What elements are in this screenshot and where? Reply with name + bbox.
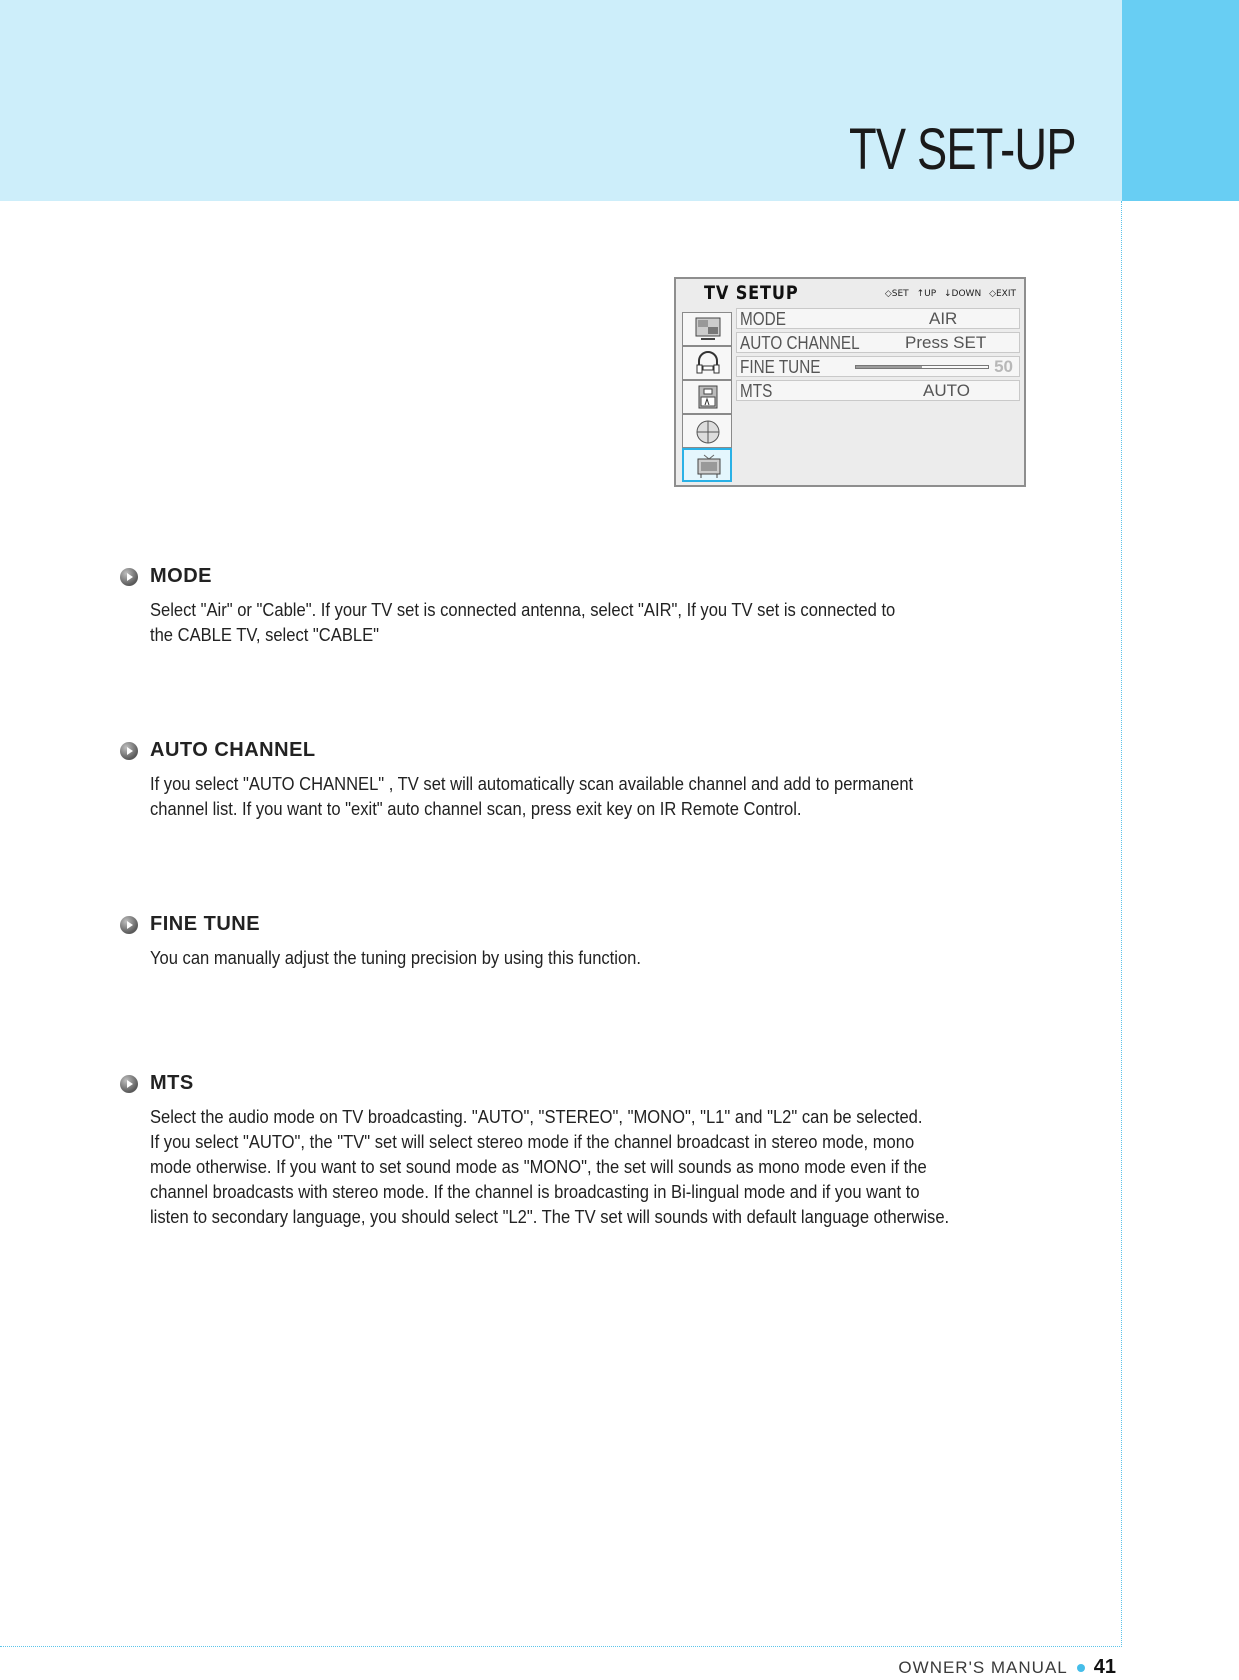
header-tab (1122, 0, 1239, 201)
bullet-arrow-icon (120, 568, 138, 586)
section-body (150, 598, 960, 648)
osd-row-value: AIR (929, 309, 958, 328)
body-line: mode otherwise. If you want to set sound mode as "MONO", the set will sounds as mono mode even if the (150, 1157, 927, 1177)
globe-icon (695, 418, 723, 446)
osd-row-value: Press SET (905, 333, 987, 352)
bottom-margin-line (0, 1646, 1122, 1647)
section-title: MODE (150, 565, 212, 587)
picture-menu-icon[interactable] (682, 312, 732, 346)
osd-row-label: AUTO CHANNEL (740, 333, 860, 353)
osd-key-up: ↑UP (916, 289, 937, 299)
tv-icon (696, 453, 722, 481)
section-title: FINE TUNE (150, 913, 261, 935)
setup-menu-icon[interactable] (682, 414, 732, 448)
bullet-arrow-icon (120, 916, 138, 934)
osd-key-down: ↓DOWN (944, 289, 982, 299)
osd-row-label: MODE (740, 309, 786, 329)
body-line: channel broadcasts with stereo mode. If the channel is broadcasting in Bi-lingual mode and if you want to (150, 1182, 920, 1202)
tv-setup-menu-icon[interactable] (682, 448, 732, 482)
osd-row-mode[interactable] (736, 308, 1020, 329)
page-footer (898, 1656, 1116, 1679)
osd-row-auto-channel[interactable] (736, 332, 1020, 353)
body-line: channel list. If you want to "exit" auto channel scan, press exit key on IR Remote Control. (150, 799, 802, 819)
page-number: 41 (1093, 1656, 1116, 1678)
bullet-arrow-icon (120, 1075, 138, 1093)
sound-menu-icon[interactable] (682, 346, 732, 380)
osd-row-label: MTS (740, 381, 773, 401)
fine-tune-slider[interactable] (855, 365, 989, 369)
osd-row-fine-tune[interactable] (736, 356, 1020, 377)
footer-dot-icon (1077, 1664, 1085, 1672)
page-title: TV SET-UP (849, 117, 1076, 182)
osd-key-set: ◇SET (884, 289, 909, 299)
bullet-arrow-icon (120, 742, 138, 760)
body-line: Select "Air" or "Cable". If your TV set is connected antenna, select "AIR", If you TV set is connected to (150, 600, 896, 620)
osd-key-exit: ◇EXIT (989, 289, 1016, 299)
section-body (150, 1105, 960, 1230)
body-line: If you select "AUTO CHANNEL" , TV set will automatically scan available channel and add to permanent (150, 774, 914, 794)
document-icon (695, 384, 721, 412)
body-line: You can manually adjust the tuning precision by using this function. (150, 948, 641, 968)
body-line: listen to secondary language, you should select "L2". The TV set will sounds with default language otherwise. (150, 1207, 950, 1227)
timer-menu-icon[interactable] (682, 380, 732, 414)
body-line: Select the audio mode on TV broadcasting. "AUTO", "STEREO", "MONO", "L1" and "L2" can be selected. (150, 1107, 923, 1127)
fine-tune-slider-fill (856, 366, 922, 368)
osd-row-label: FINE TUNE (740, 357, 821, 377)
section-body (150, 946, 960, 971)
osd-key-legend (880, 289, 1016, 299)
footer-label: OWNER'S MANUAL (898, 1658, 1068, 1677)
osd-title: TV SETUP (704, 282, 799, 304)
section-title: AUTO CHANNEL (150, 739, 316, 761)
picture-icon (695, 316, 721, 342)
body-line: If you select "AUTO", the "TV" set will select stereo mode if the channel broadcast in stereo mode, mono (150, 1132, 915, 1152)
headphones-icon (695, 350, 721, 378)
section-body (150, 772, 960, 822)
fine-tune-value: 50 (994, 357, 1013, 376)
section-title: MTS (150, 1072, 194, 1094)
body-line: the CABLE TV, select "CABLE" (150, 625, 379, 645)
osd-row-value: AUTO (923, 381, 970, 400)
osd-row-mts[interactable] (736, 380, 1020, 401)
right-margin-line (1121, 201, 1122, 1647)
osd-menu (674, 277, 1026, 487)
